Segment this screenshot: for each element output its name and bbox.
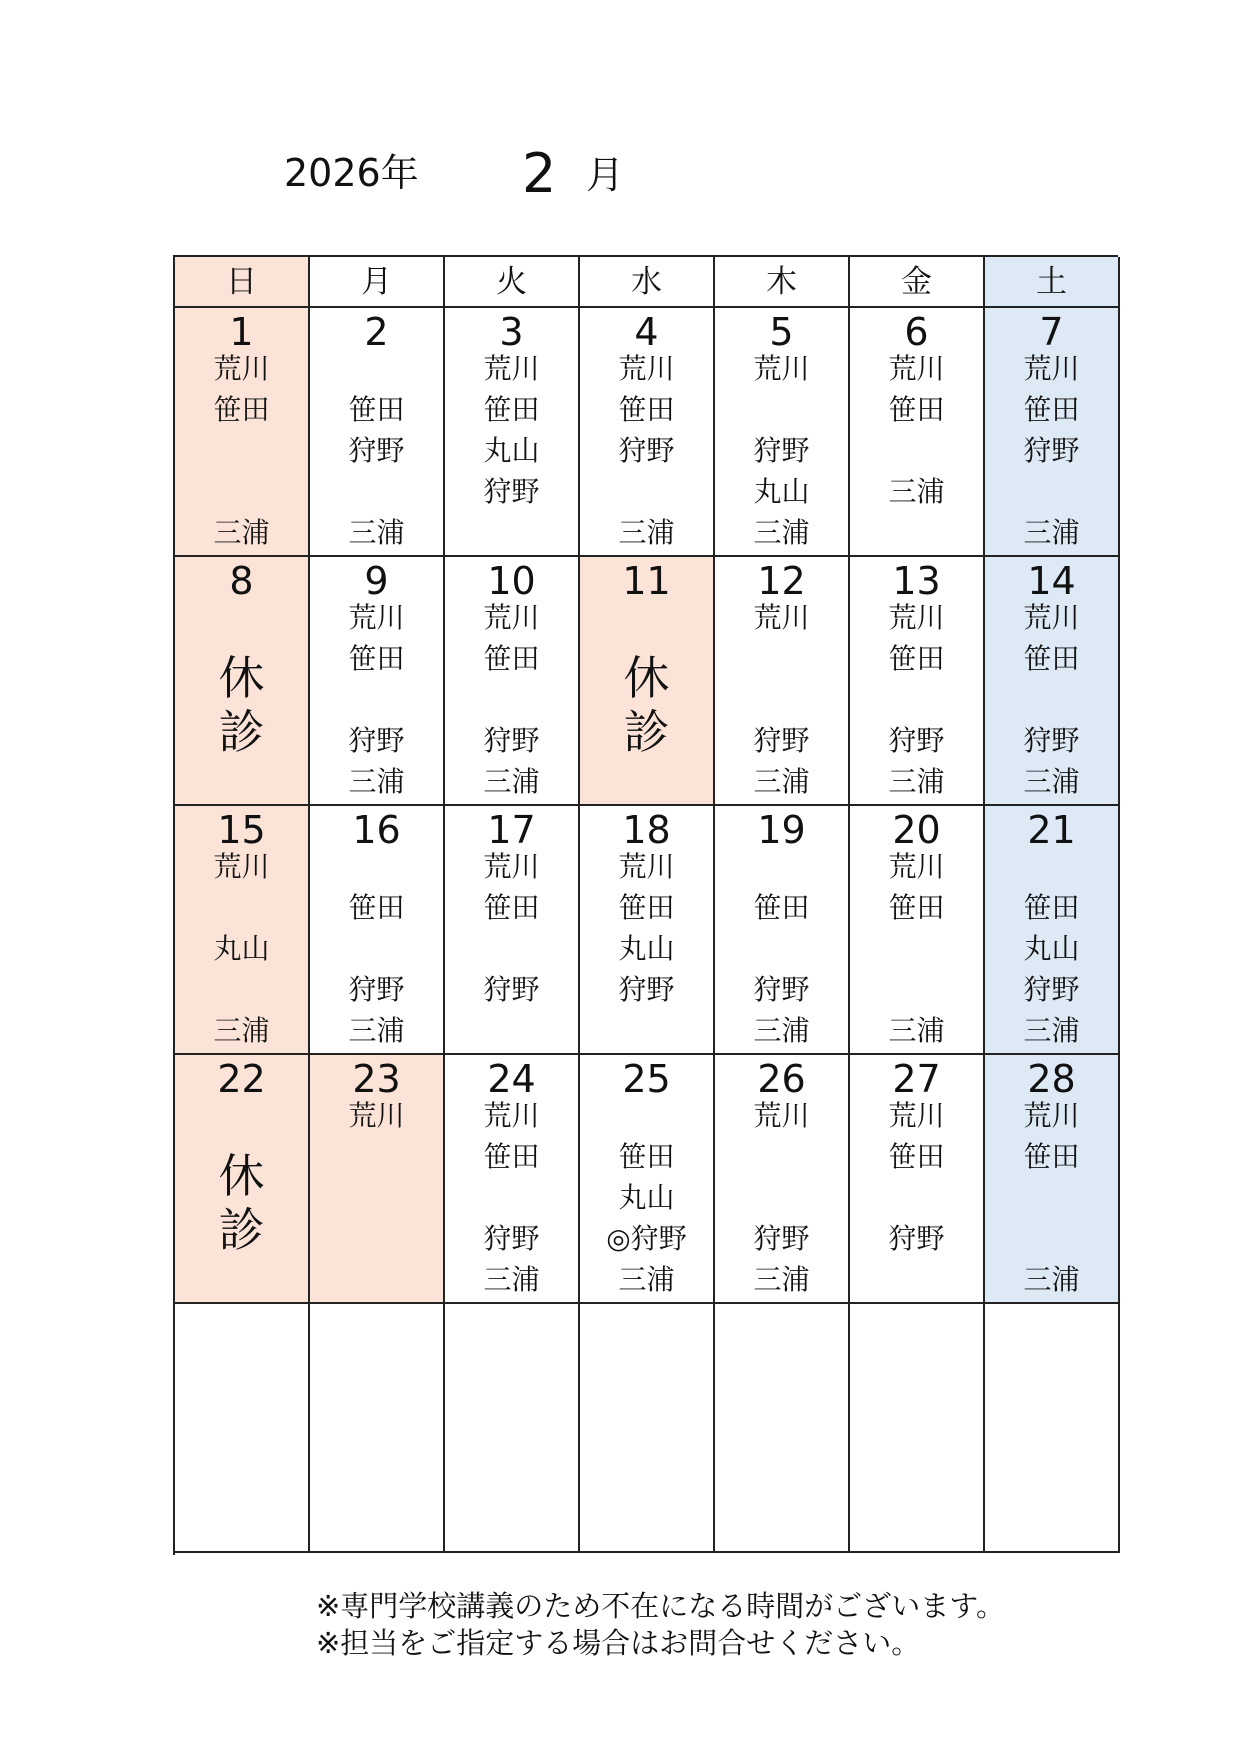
doctor-slot: 笹田 bbox=[888, 891, 945, 924]
doctor-slot: 三浦 bbox=[753, 1014, 810, 1047]
day-cell bbox=[310, 557, 445, 806]
day-cell bbox=[850, 806, 985, 1055]
day-number: 7 bbox=[1039, 310, 1064, 354]
day-cell bbox=[850, 1055, 985, 1304]
doctor-slot: 狩野 bbox=[483, 724, 540, 757]
doctor-slot: 笹田 bbox=[483, 642, 540, 675]
day-number: 1 bbox=[229, 310, 254, 354]
weekday-header: 月 bbox=[310, 257, 445, 308]
day-number: 16 bbox=[352, 808, 401, 852]
day-number: 18 bbox=[622, 808, 671, 852]
day-cell bbox=[175, 1055, 310, 1304]
day-number: 11 bbox=[622, 559, 671, 603]
doctor-slot: 三浦 bbox=[1023, 1014, 1080, 1047]
doctor-slot: 狩野 bbox=[753, 1222, 810, 1255]
closed-char: 休 bbox=[218, 1149, 265, 1203]
day-cell bbox=[850, 308, 985, 557]
doctor-slot: 笹田 bbox=[213, 393, 270, 426]
doctor-slot: 狩野 bbox=[1023, 434, 1080, 467]
closed-label bbox=[175, 651, 308, 759]
day-cell bbox=[850, 1304, 985, 1553]
doctor-slot: 笹田 bbox=[1023, 1140, 1080, 1173]
doctor-slot: 笹田 bbox=[483, 1140, 540, 1173]
doctor-slot: 荒川 bbox=[483, 850, 540, 883]
day-number: 4 bbox=[634, 310, 659, 354]
doctor-slot: 荒川 bbox=[483, 601, 540, 634]
doctor-slot: 三浦 bbox=[348, 1014, 405, 1047]
day-cell bbox=[310, 308, 445, 557]
year-label: 2026年 bbox=[284, 151, 419, 195]
day-number: 9 bbox=[364, 559, 389, 603]
doctor-slot: 三浦 bbox=[483, 1263, 540, 1296]
day-cell bbox=[715, 557, 850, 806]
doctor-slot: 三浦 bbox=[348, 765, 405, 798]
weekday-header: 水 bbox=[580, 257, 715, 308]
day-cell bbox=[580, 308, 715, 557]
day-cell bbox=[715, 806, 850, 1055]
day-number: 15 bbox=[217, 808, 266, 852]
doctor-slot: 笹田 bbox=[348, 642, 405, 675]
day-number: 22 bbox=[217, 1057, 266, 1101]
doctor-slot: 笹田 bbox=[618, 891, 675, 924]
doctor-slot: 狩野 bbox=[753, 434, 810, 467]
doctor-slot: 三浦 bbox=[753, 1263, 810, 1296]
weekday-header: 日 bbox=[175, 257, 310, 308]
day-cell bbox=[580, 1055, 715, 1304]
doctor-slot: 笹田 bbox=[888, 642, 945, 675]
doctor-slot: 笹田 bbox=[888, 393, 945, 426]
closed-char: 休 bbox=[623, 651, 670, 705]
doctor-slot: 狩野 bbox=[483, 475, 540, 508]
doctor-slot: 丸山 bbox=[618, 1181, 675, 1214]
doctor-slot: 笹田 bbox=[483, 393, 540, 426]
doctor-slot: 狩野 bbox=[483, 1222, 540, 1255]
doctor-slot: 笹田 bbox=[1023, 393, 1080, 426]
doctor-slot: 狩野 bbox=[888, 724, 945, 757]
month-number: 2 bbox=[522, 142, 557, 205]
doctor-slot: 三浦 bbox=[888, 765, 945, 798]
day-number: 14 bbox=[1027, 559, 1076, 603]
doctor-slot: 荒川 bbox=[348, 601, 405, 634]
day-cell bbox=[310, 1304, 445, 1553]
doctor-slot: 笹田 bbox=[753, 891, 810, 924]
doctor-slot: 丸山 bbox=[213, 932, 270, 965]
doctor-slot: 狩野 bbox=[753, 973, 810, 1006]
doctor-slot: 狩野 bbox=[348, 724, 405, 757]
doctor-slot: 荒川 bbox=[888, 1099, 945, 1132]
doctor-slot: 狩野 bbox=[348, 973, 405, 1006]
day-number: 12 bbox=[757, 559, 806, 603]
closed-label bbox=[175, 1149, 308, 1257]
doctor-slot: ◎狩野 bbox=[606, 1222, 687, 1255]
day-cell bbox=[175, 557, 310, 806]
day-cell bbox=[445, 308, 580, 557]
day-cell bbox=[175, 806, 310, 1055]
day-cell bbox=[715, 1055, 850, 1304]
day-cell bbox=[985, 1304, 1120, 1553]
doctor-slot: 狩野 bbox=[1023, 973, 1080, 1006]
doctor-slot: 丸山 bbox=[753, 475, 810, 508]
doctor-slot: 狩野 bbox=[753, 724, 810, 757]
day-cell bbox=[310, 806, 445, 1055]
doctor-slot: 荒川 bbox=[618, 850, 675, 883]
day-number: 17 bbox=[487, 808, 536, 852]
day-number: 13 bbox=[892, 559, 941, 603]
day-number: 3 bbox=[499, 310, 524, 354]
day-number: 27 bbox=[892, 1057, 941, 1101]
weekday-header: 土 bbox=[985, 257, 1120, 308]
day-cell bbox=[985, 806, 1120, 1055]
day-cell bbox=[310, 1055, 445, 1304]
closed-char: 診 bbox=[623, 705, 670, 759]
closed-char: 診 bbox=[218, 1203, 265, 1257]
doctor-slot: 三浦 bbox=[618, 516, 675, 549]
doctor-slot: 笹田 bbox=[1023, 891, 1080, 924]
doctor-slot: 三浦 bbox=[753, 765, 810, 798]
doctor-slot: 狩野 bbox=[618, 434, 675, 467]
doctor-slot: 狩野 bbox=[1023, 724, 1080, 757]
day-cell bbox=[445, 1055, 580, 1304]
calendar-grid bbox=[173, 255, 1118, 1555]
doctor-slot: 笹田 bbox=[483, 891, 540, 924]
day-cell bbox=[175, 1304, 310, 1553]
doctor-slot: 荒川 bbox=[753, 352, 810, 385]
doctor-slot: 荒川 bbox=[483, 352, 540, 385]
doctor-slot: 狩野 bbox=[348, 434, 405, 467]
day-number: 21 bbox=[1027, 808, 1076, 852]
doctor-slot: 笹田 bbox=[888, 1140, 945, 1173]
doctor-slot: 狩野 bbox=[888, 1222, 945, 1255]
doctor-slot: 荒川 bbox=[753, 1099, 810, 1132]
day-number: 6 bbox=[904, 310, 929, 354]
doctor-slot: 狩野 bbox=[618, 973, 675, 1006]
doctor-slot: 荒川 bbox=[1023, 601, 1080, 634]
weekday-header: 火 bbox=[445, 257, 580, 308]
doctor-slot: 荒川 bbox=[348, 1099, 405, 1132]
doctor-slot: 荒川 bbox=[753, 601, 810, 634]
day-cell bbox=[985, 557, 1120, 806]
day-number: 10 bbox=[487, 559, 536, 603]
day-number: 2 bbox=[364, 310, 389, 354]
weekday-header: 金 bbox=[850, 257, 985, 308]
doctor-slot: 笹田 bbox=[348, 891, 405, 924]
doctor-slot: 三浦 bbox=[753, 516, 810, 549]
doctor-slot: 丸山 bbox=[618, 932, 675, 965]
day-number: 28 bbox=[1027, 1057, 1076, 1101]
day-cell bbox=[445, 1304, 580, 1553]
doctor-slot: 笹田 bbox=[618, 393, 675, 426]
doctor-slot: 三浦 bbox=[618, 1263, 675, 1296]
day-number: 24 bbox=[487, 1057, 536, 1101]
day-cell bbox=[580, 806, 715, 1055]
note-line: ※担当をご指定する場合はお問合せください。 bbox=[316, 1626, 921, 1660]
closed-label bbox=[580, 651, 713, 759]
day-cell bbox=[715, 308, 850, 557]
day-cell bbox=[445, 557, 580, 806]
weekday-header: 木 bbox=[715, 257, 850, 308]
closed-char: 診 bbox=[218, 705, 265, 759]
doctor-slot: 荒川 bbox=[483, 1099, 540, 1132]
day-number: 5 bbox=[769, 310, 794, 354]
day-cell bbox=[985, 1055, 1120, 1304]
doctor-slot: 荒川 bbox=[888, 850, 945, 883]
doctor-slot: 荒川 bbox=[1023, 352, 1080, 385]
doctor-slot: 荒川 bbox=[888, 601, 945, 634]
doctor-slot: 荒川 bbox=[213, 850, 270, 883]
day-cell bbox=[580, 557, 715, 806]
doctor-slot: 三浦 bbox=[1023, 1263, 1080, 1296]
day-number: 23 bbox=[352, 1057, 401, 1101]
doctor-slot: 三浦 bbox=[888, 1014, 945, 1047]
doctor-slot: 笹田 bbox=[1023, 642, 1080, 675]
month-unit: 月 bbox=[586, 153, 625, 197]
day-cell bbox=[715, 1304, 850, 1553]
doctor-slot: 笹田 bbox=[348, 393, 405, 426]
doctor-slot: 三浦 bbox=[1023, 765, 1080, 798]
day-cell bbox=[580, 1304, 715, 1553]
doctor-slot: 三浦 bbox=[213, 1014, 270, 1047]
note-line: ※専門学校講義のため不在になる時間がございます。 bbox=[316, 1589, 1005, 1623]
day-number: 20 bbox=[892, 808, 941, 852]
day-cell bbox=[985, 308, 1120, 557]
doctor-slot: 三浦 bbox=[1023, 516, 1080, 549]
doctor-slot: 笹田 bbox=[618, 1140, 675, 1173]
day-cell bbox=[445, 806, 580, 1055]
day-number: 26 bbox=[757, 1057, 806, 1101]
day-number: 19 bbox=[757, 808, 806, 852]
doctor-slot: 荒川 bbox=[618, 352, 675, 385]
doctor-slot: 荒川 bbox=[213, 352, 270, 385]
doctor-slot: 荒川 bbox=[888, 352, 945, 385]
day-cell bbox=[175, 308, 310, 557]
day-cell bbox=[850, 557, 985, 806]
day-number: 25 bbox=[622, 1057, 671, 1101]
doctor-slot: 三浦 bbox=[348, 516, 405, 549]
doctor-slot: 丸山 bbox=[483, 434, 540, 467]
doctor-slot: 荒川 bbox=[1023, 1099, 1080, 1132]
doctor-slot: 三浦 bbox=[888, 475, 945, 508]
closed-char: 休 bbox=[218, 651, 265, 705]
notes bbox=[316, 1588, 1005, 1662]
doctor-slot: 狩野 bbox=[483, 973, 540, 1006]
day-number: 8 bbox=[229, 559, 254, 603]
doctor-slot: 丸山 bbox=[1023, 932, 1080, 965]
doctor-slot: 三浦 bbox=[483, 765, 540, 798]
doctor-slot: 三浦 bbox=[213, 516, 270, 549]
